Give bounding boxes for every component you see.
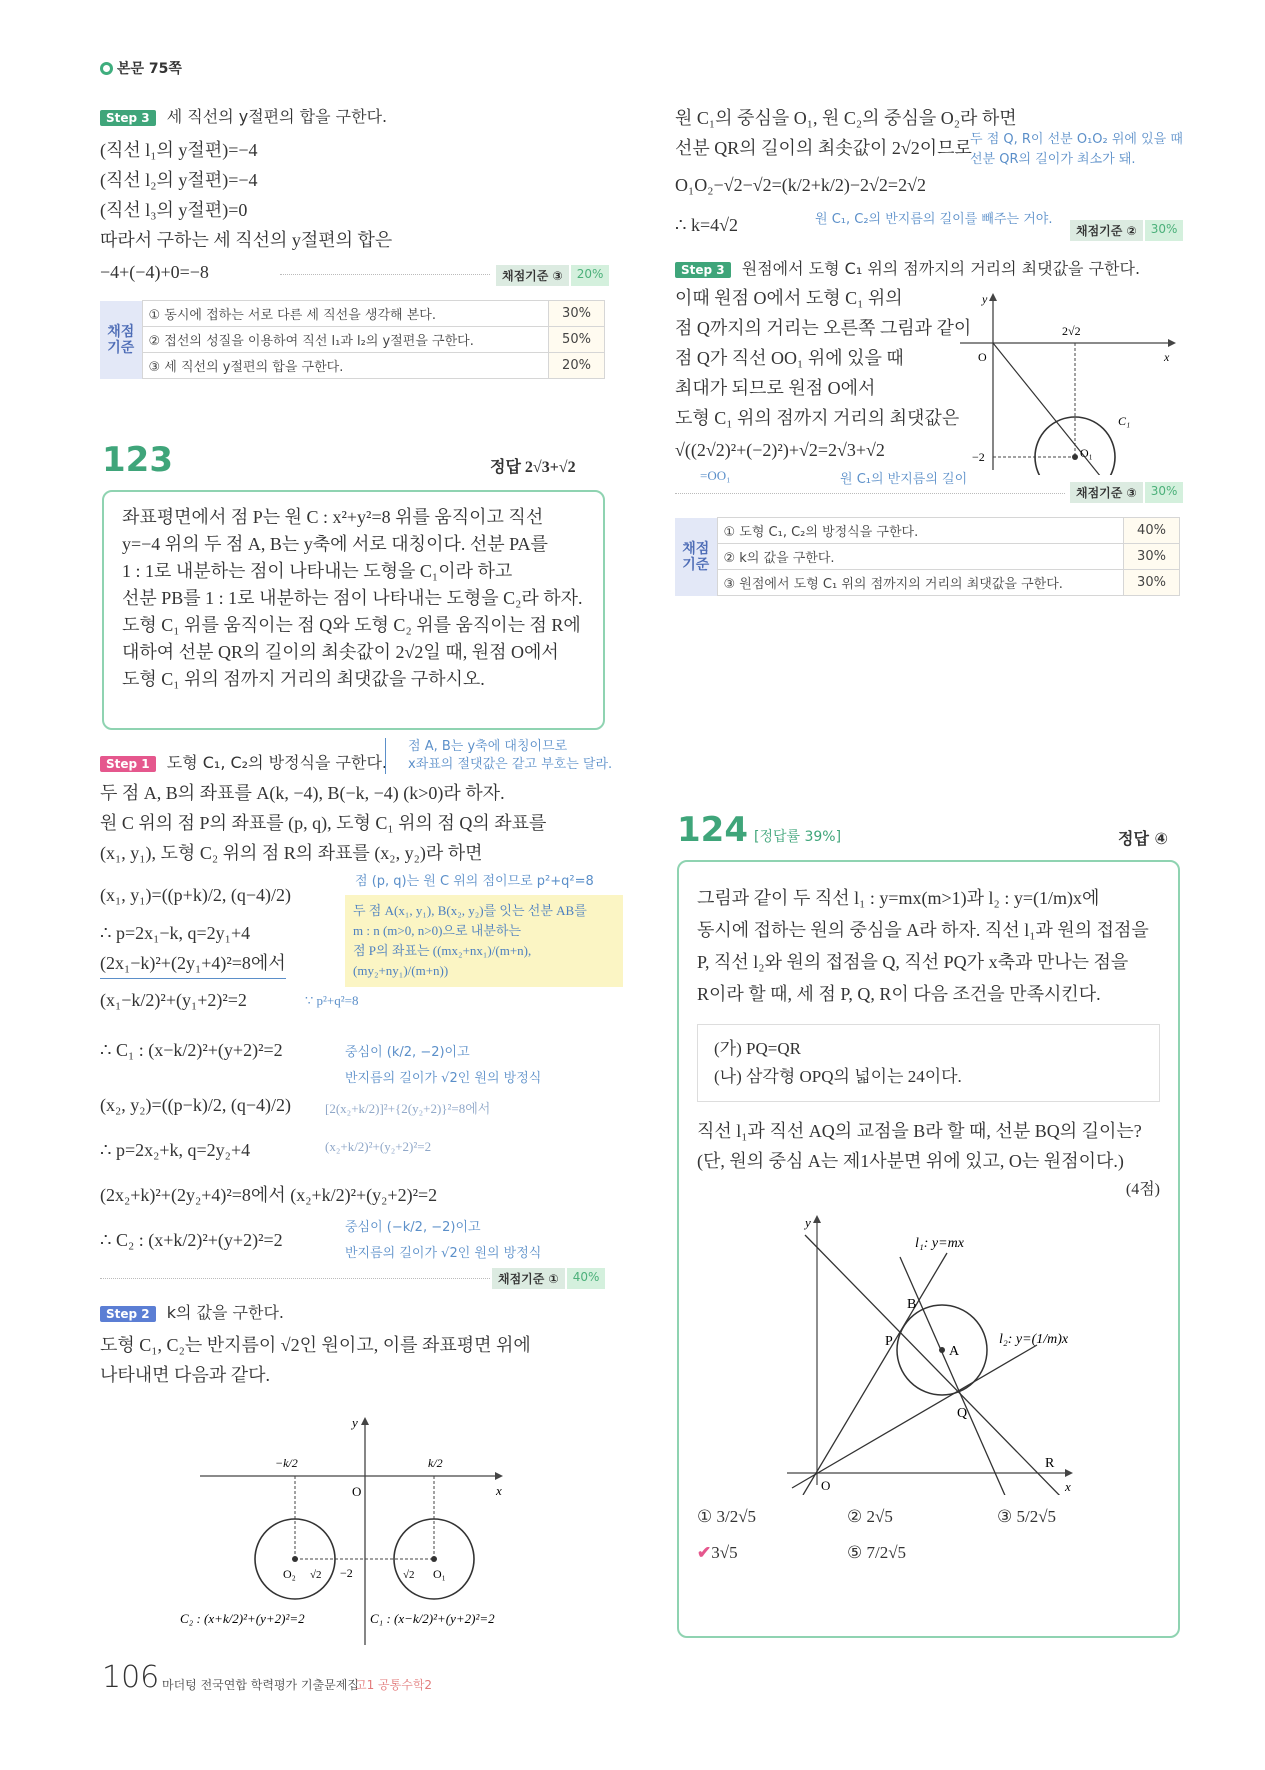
svg-text:l₂: y=(1/m)x: l₂: y=(1/m)x bbox=[999, 1332, 1069, 1347]
step3-heading-right: Step 3 원점에서 도형 C₁ 위의 점까지의 거리의 최댓값을 구한다. bbox=[675, 256, 1140, 279]
step2-heading: Step 2 k의 값을 구한다. bbox=[100, 1300, 284, 1323]
problem-box-123: 좌표평면에서 점 P는 원 C : x²+y²=8 위를 움직이고 직선 y=−4 위의 두 점 A, B는 y축에 서로 대칭이다. 선분 PA를 1 : 1로 내분하는 점이 나타내는 도형을 C₁이라 하고 선분 PB를 1 : 1로 내분하는 점이 나타내는 도형을 C₂라 하자. 도형 C₁ 위를 움직이는 점 Q와 도형 C₂ 위를 움직이는 점 R에 대하여 선분 QR의 길이의 최솟값이 2√2일 때, 원점 O에서 도형 C₁ 위의 점까지 거리의 최댓값을 구하시오. bbox=[102, 490, 605, 730]
svg-text:2√2: 2√2 bbox=[1062, 324, 1081, 338]
dotted-leader bbox=[675, 493, 1065, 494]
svg-text:O: O bbox=[821, 1478, 831, 1493]
svg-text:O₁: O₁ bbox=[433, 1567, 446, 1581]
step3-heading-left: Step 3 세 직선의 y절편의 합을 구한다. bbox=[100, 104, 387, 127]
step-badge: Step 2 bbox=[100, 1306, 156, 1322]
svg-text:√2: √2 bbox=[403, 1569, 415, 1581]
svg-text:x: x bbox=[1164, 350, 1170, 364]
svg-text:−2: −2 bbox=[972, 450, 985, 464]
svg-text:√2: √2 bbox=[310, 1569, 322, 1581]
circle-bullet-icon bbox=[100, 62, 113, 75]
svg-text:O: O bbox=[352, 1484, 362, 1499]
page-reference: 본문 75쪽 bbox=[100, 58, 182, 78]
svg-text:A: A bbox=[949, 1344, 960, 1359]
score-tag: 채점기준 ① 40% bbox=[492, 1268, 605, 1289]
svg-text:C₁: C₁ bbox=[1118, 414, 1131, 428]
score-tag: 채점기준 ③ 20% bbox=[496, 265, 609, 286]
distance-figure bbox=[950, 285, 1180, 475]
svg-text:C₁ : (x−k/2)²+(y+2)²=2: C₁ : (x−k/2)²+(y+2)²=2 bbox=[370, 1611, 495, 1626]
page-number: 106 bbox=[102, 1660, 160, 1695]
step-badge: Step 3 bbox=[675, 262, 731, 278]
answer-123: 정답 2√3+√2 bbox=[490, 459, 576, 476]
check-mark-icon: ✔ bbox=[697, 1543, 712, 1562]
choice-3[interactable]: ③ 5/2√5 bbox=[997, 1507, 1057, 1526]
choice-1[interactable]: ① 3/2√5 bbox=[697, 1507, 757, 1526]
svg-text:B: B bbox=[907, 1297, 917, 1312]
svg-text:Q: Q bbox=[957, 1406, 968, 1421]
book-subject: 고1 공통수학2 bbox=[355, 1678, 433, 1692]
tangent-lines-figure bbox=[767, 1205, 1097, 1495]
note-symmetric: 점 A, B는 y축에 대칭이므로 x좌표의 절댓값은 같고 부호는 달라. bbox=[385, 738, 612, 774]
svg-text:y: y bbox=[982, 292, 988, 306]
scoring-criteria-table-123: 채점 기준 ① 도형 C₁, C₂의 방정식을 구한다. 40% ② k의 값을 구한다. 30% ③ 원점에서 도형 C₁ 위의 점까지의 거리의 최댓값을 구한다. 30% bbox=[675, 517, 1180, 596]
svg-text:−k/2: −k/2 bbox=[275, 1456, 298, 1470]
answer-124: 정답 ④ bbox=[1118, 829, 1169, 848]
svg-text:k/2: k/2 bbox=[428, 1456, 443, 1470]
scoring-criteria-table-122: 채점 기준 ① 동시에 접하는 서로 다른 세 직선을 생각해 본다. 30% ② 접선의 성질을 이용하여 직선 l₁과 l₂의 y절편을 구한다. 50% ③ 세 직선의 y절편의 합을 구한다. 20% bbox=[100, 300, 605, 379]
answer-choices bbox=[697, 1507, 1160, 1563]
svg-text:x: x bbox=[496, 1483, 502, 1498]
svg-text:O: O bbox=[978, 350, 987, 364]
choice-2[interactable]: ② 2√5 bbox=[847, 1507, 893, 1526]
dotted-leader bbox=[100, 1278, 490, 1279]
problem-box-124: 그림과 같이 두 직선 l₁ : y=mx(m>1)과 l₂ : y=(1/m)x에 동시에 접하는 원의 중심을 A라 하자. 직선 l₁과 원의 접점을 P, 직선 l₂와 원의 접점을 Q, 직선 PQ가 x축과 만나는 점을 R이라 할 때, 세 점 P, Q, R이 다음 조건을 만족시킨다. (가) PQ=QR (나) 삼각형 OPQ의 넓이는 24이다. 직선 l₁과 직선 AQ의 교점을 B라 할 때, 선분 BQ의 길이는? (단, 원의 중심 A는 제1사분면 위에 있고, O는 원점이다.) (4점) y x O A B P Q R l₁: y=mx l₂: y=(1/m)x ① 3/2√5 ② 2√5 ③ 5/2√5 ✔3√5 ⑤ 7/2√5 bbox=[677, 860, 1180, 1638]
dotted-leader bbox=[280, 274, 490, 275]
note-c1-center: 중심이 (k/2, −2)이고 반지름의 길이가 √2인 원의 방정식 bbox=[345, 1045, 542, 1086]
score-tag: 채점기준 ② 30% bbox=[1070, 220, 1183, 241]
score-tag: 채점기준 ③ 30% bbox=[1070, 482, 1183, 503]
svg-text:C₂ : (x+k/2)²+(y+2)²=2: C₂ : (x+k/2)²+(y+2)²=2 bbox=[180, 1611, 305, 1626]
note-qr-min: 두 점 Q, R이 선분 O₁O₂ 위에 있을 때 선분 QR의 길이가 최소가 돼. bbox=[970, 132, 1183, 167]
svg-text:x: x bbox=[1065, 1479, 1071, 1494]
svg-text:−2: −2 bbox=[340, 1566, 353, 1580]
conditions-box: (가) PQ=QR (나) 삼각형 OPQ의 넓이는 24이다. bbox=[697, 1024, 1160, 1102]
svg-text:P: P bbox=[885, 1334, 893, 1349]
two-circles-figure bbox=[170, 1405, 560, 1645]
svg-text:O₂: O₂ bbox=[283, 1567, 296, 1581]
problem-124-header: 124 [정답률 39%] bbox=[677, 810, 842, 850]
svg-text:R: R bbox=[1045, 1456, 1055, 1471]
svg-text:O₁: O₁ bbox=[1080, 446, 1093, 460]
step-badge: Step 1 bbox=[100, 756, 156, 772]
svg-text:y: y bbox=[352, 1415, 358, 1430]
formula-note-internal-division: 두 점 A(x₁, y₁), B(x₂, y₂)를 잇는 선분 AB를 m : n (m>0, n>0)으로 내분하는 점 P의 좌표는 ((mx₂+nx₁)/(m+n), (my₂+ny₁)/(m+n)) bbox=[345, 895, 623, 987]
choice-5[interactable]: ⑤ 7/2√5 bbox=[847, 1543, 907, 1562]
svg-text:l₁: y=mx: l₁: y=mx bbox=[915, 1236, 964, 1251]
svg-text:y: y bbox=[805, 1215, 811, 1230]
problem-number-123: 123 bbox=[102, 440, 173, 480]
note-c2-center: 중심이 (−k/2, −2)이고 반지름의 길이가 √2인 원의 방정식 bbox=[345, 1220, 542, 1261]
choice-4-checked[interactable]: ✔3√5 bbox=[697, 1543, 738, 1562]
note-c2-calc: [2(x₂+k/2)]²+{2(y₂+2)}²=8에서 (x₂+k/2)²+(y₂+2)²=2 bbox=[325, 1101, 491, 1154]
book-title: 마더텅 전국연합 학력평가 기출문제집 bbox=[162, 1678, 359, 1692]
step1-heading: Step 1 도형 C₁, C₂의 방정식을 구한다. bbox=[100, 750, 387, 773]
step-badge: Step 3 bbox=[100, 110, 156, 126]
